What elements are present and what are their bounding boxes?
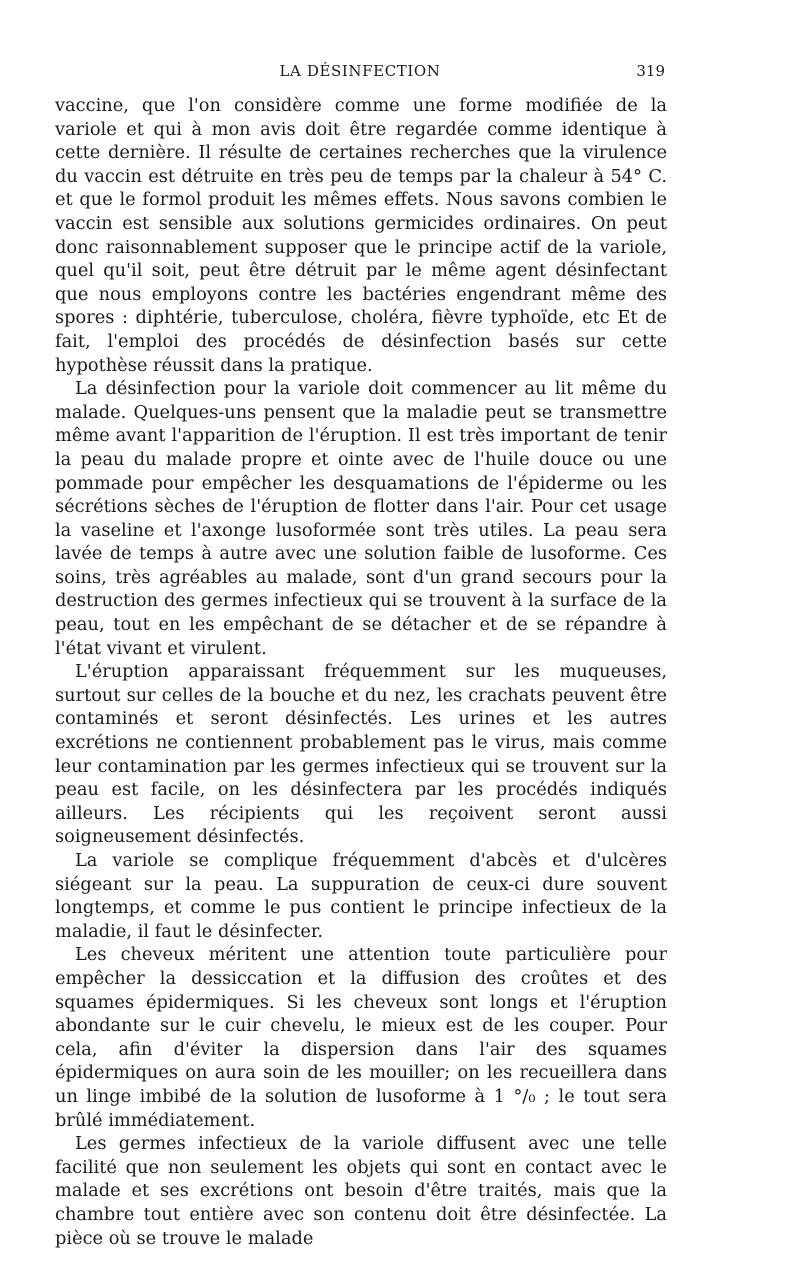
page-number: 319 <box>636 62 665 80</box>
paragraph: La désinfection pour la variole doit commencer au lit même du malade. Quelques-uns pensent que la maladie peut se transmettre même avant l'apparition de l'éruption. Il est très important de tenir la peau du malade propre et ointe avec de l'huile douce ou une pommade pour empêcher les desquamations de l'épiderme ou les sécrétions sèches de l'éruption de flotter dans l'air. Pour cet usage la vaseline et l'axonge lusoformée sont très utiles. La peau sera lavée de temps à autre avec une solution faible de lusoforme. Ces soins, très agréables au malade, sont d'un grand secours pour la destruction des germes infectieux qui se trouvent à la surface de la peau, tout en les empêchant de se détacher et de se répandre à l'état vivant et virulent. <box>55 378 667 659</box>
paragraph: Les germes infectieux de la variole diffusent avec une telle facilité que non seulement les objets qui sont en contact avec le malade et ses excrétions ont besoin d'être traités, mais que la chambre tout entière avec son contenu doit être désinfectée. La pièce où se trouve le malade <box>55 1133 667 1249</box>
paragraph: vaccine, que l'on considère comme une forme modifiée de la variole et qui à mon avis doit être regardée comme identique à cette dernière. Il résulte de certaines recherches que la virulence du vaccin est détruite en très peu de temps par la chaleur à 54° C. et que le formol produit les mêmes effets. Nous savons combien le vaccin est sensible aux solutions germicides ordinaires. On peut donc raisonnablement supposer que le principe actif de la variole, quel qu'il soit, peut être détruit par le même agent désinfectant que nous employons contre les bactéries engendrant même des spores : diphtérie, tuberculose, choléra, fièvre typhoïde, etc Et de fait, l'emploi des procédés de désinfection basés sur cette hypothèse réussit dans la pratique. <box>55 95 667 376</box>
body-text <box>55 94 667 1250</box>
paragraph: L'éruption apparaissant fréquemment sur les muqueuses, surtout sur celles de la bouche et du nez, les crachats peuvent être contaminés et seront désinfectés. Les urines et les autres excrétions ne contiennent probablement pas le virus, mais comme leur contamination par les germes infectieux qui se trouvent sur la peau est facile, on les désinfectera par les procédés indiqués ailleurs. Les récipients qui les reçoivent seront aussi soigneusement désinfectés. <box>55 661 667 848</box>
paragraph: Les cheveux méritent une attention toute particulière pour empêcher la dessiccation et la diffusion des croûtes et des squames épidermiques. Si les cheveux sont longs et l'éruption abondante sur le cuir chevelu, le mieux est de les couper. Pour cela, afin d'éviter la dispersion dans l'air des squames épidermiques on aura soin de les mouiller; on les recueillera dans un linge imbibé de la solution de lusoforme à 1 °/₀ ; le tout sera brûlé immédiatement. <box>55 944 667 1131</box>
running-title: LA DÉSINFECTION <box>279 62 441 80</box>
running-header <box>55 62 665 84</box>
paragraph: La variole se complique fréquemment d'abcès et d'ulcères siégeant sur la peau. La suppuration de ceux-ci dure souvent longtemps, et comme le pus contient le principe infectieux de la maladie, il faut le désinfecter. <box>55 850 667 942</box>
